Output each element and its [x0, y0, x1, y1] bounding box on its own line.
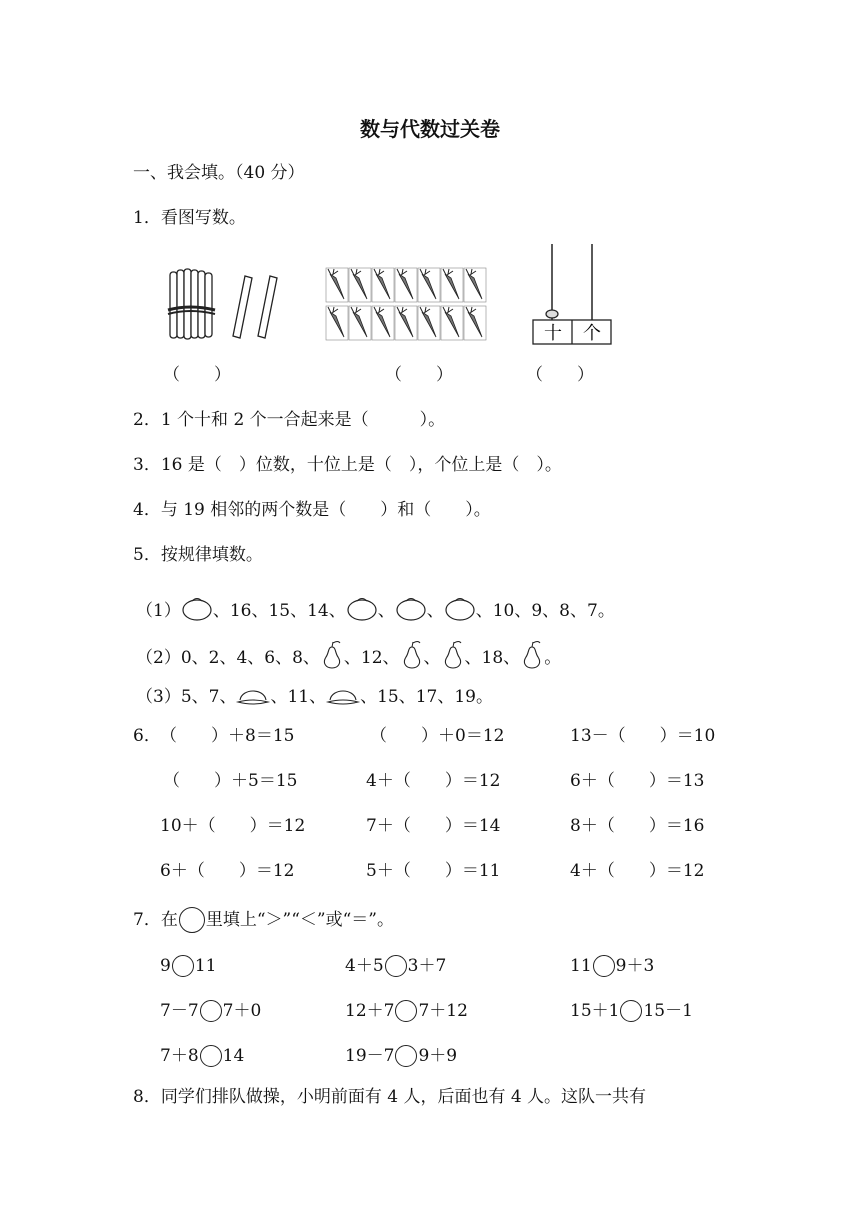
compare-circle[interactable]: [385, 955, 407, 977]
carrot-icon: [418, 268, 440, 302]
question-3: 3．16 是（ ）位数，十位上是（ ），个位上是（ ）。: [133, 455, 562, 475]
equation-item[interactable]: （ ）＋0＝12: [370, 726, 505, 746]
pear-icon[interactable]: [320, 639, 344, 675]
answer-blank[interactable]: （ ）: [385, 365, 453, 385]
equation-item[interactable]: 6＋（ ）＝12: [160, 861, 295, 881]
equation-item[interactable]: （ ）＋5＝15: [163, 771, 298, 791]
stick-bundle-image: [160, 266, 290, 346]
compare-item: 9 11: [160, 956, 217, 976]
carrot-icon: [441, 268, 463, 302]
carrot-icon: [441, 306, 463, 340]
tomato-icon[interactable]: [444, 594, 476, 628]
compare-item: 15＋1 15－1: [570, 1001, 693, 1021]
question-7-instruction: 7．在 里填上“＞”“＜”或“＝”。: [133, 907, 394, 933]
abacus-ones-label: 个: [583, 323, 601, 344]
compare-item: 12＋7 7＋12: [345, 1001, 468, 1021]
carrot-icon: [464, 268, 486, 302]
compare-item: 7＋8 14: [160, 1046, 245, 1066]
equation-item[interactable]: 4＋（ ）＝12: [570, 861, 705, 881]
peach-icon[interactable]: [236, 684, 270, 714]
answer-blank[interactable]: （ ）: [526, 365, 594, 385]
equation-item[interactable]: 7＋（ ）＝14: [366, 816, 501, 836]
carrot-icon: [372, 306, 394, 340]
equation-item[interactable]: 8＋（ ）＝16: [570, 816, 705, 836]
question-1-label: 1．看图写数。: [133, 208, 246, 228]
page-title: 数与代数过关卷: [360, 117, 500, 141]
carrot-icon: [326, 268, 348, 302]
question-5-row-2: （2）0、2、4、6、8、 、12、 、 、18、 。: [136, 639, 561, 675]
question-6-label: 6．: [133, 726, 161, 746]
question-5-row-1: （1） 、16、15、14、 、 、 、10、9、8、7。: [136, 594, 615, 628]
compare-circle[interactable]: [593, 955, 615, 977]
equation-item[interactable]: 4＋（ ）＝12: [366, 771, 501, 791]
compare-item: 11 9＋3: [570, 956, 655, 976]
compare-circle[interactable]: [395, 1045, 417, 1067]
abacus-tens-label: 十: [544, 323, 562, 344]
equation-item[interactable]: 10＋（ ）＝12: [160, 816, 306, 836]
abacus-image: [532, 244, 614, 348]
compare-circle[interactable]: [620, 1000, 642, 1022]
carrot-icon: [464, 306, 486, 340]
carrot-icon: [395, 306, 417, 340]
peach-icon[interactable]: [326, 684, 360, 714]
question-5-row-3: （3）5、7、 、11、 、15、17、19。: [136, 684, 493, 714]
carrots-image: [326, 268, 488, 340]
question-4: 4．与 19 相邻的两个数是（ ）和（ ）。: [133, 500, 491, 520]
carrot-icon: [395, 268, 417, 302]
carrot-icon: [349, 268, 371, 302]
equation-item[interactable]: 6＋（ ）＝13: [570, 771, 705, 791]
compare-circle[interactable]: [172, 955, 194, 977]
compare-circle[interactable]: [200, 1045, 222, 1067]
pear-icon[interactable]: [400, 639, 424, 675]
compare-item: 19－7 9＋9: [345, 1046, 458, 1066]
question-2: 2．1 个十和 2 个一合起来是（ ）。: [133, 410, 446, 430]
question-5-label: 5．按规律填数。: [133, 545, 263, 565]
compare-item: 4＋5 3＋7: [345, 956, 447, 976]
answer-blank[interactable]: （ ）: [163, 365, 231, 385]
section-heading: 一、我会填。（40 分）: [133, 163, 305, 183]
carrot-icon: [418, 306, 440, 340]
circle-icon: [179, 907, 205, 933]
compare-item: 7－7 7＋0: [160, 1001, 262, 1021]
compare-circle[interactable]: [200, 1000, 222, 1022]
tomato-icon[interactable]: [346, 594, 378, 628]
tomato-icon[interactable]: [181, 594, 213, 628]
equation-item[interactable]: （ ）＋8＝15: [160, 726, 295, 746]
equation-item[interactable]: 13－（ ）＝10: [570, 726, 716, 746]
pear-icon[interactable]: [441, 639, 465, 675]
pear-icon[interactable]: [520, 639, 544, 675]
carrot-icon: [372, 268, 394, 302]
compare-circle[interactable]: [395, 1000, 417, 1022]
carrot-icon: [349, 306, 371, 340]
question-8: 8．同学们排队做操，小明前面有 4 人，后面也有 4 人。这队一共有: [133, 1087, 647, 1107]
equation-item[interactable]: 5＋（ ）＝11: [366, 861, 501, 881]
tomato-icon[interactable]: [395, 594, 427, 628]
carrot-icon: [326, 306, 348, 340]
